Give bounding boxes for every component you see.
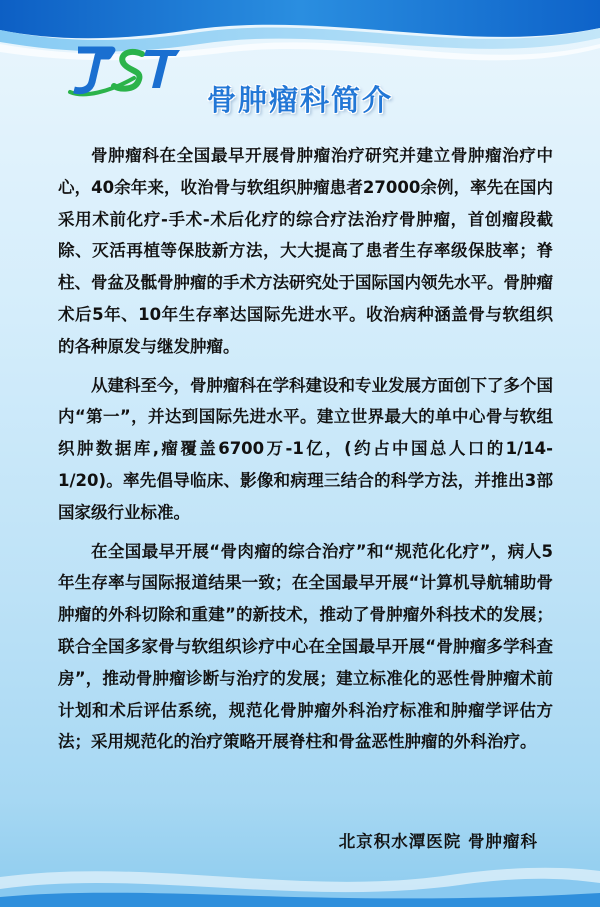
paragraph-2: 从建科至今，骨肿瘤科在学科建设和专业发展方面创下了多个国内“第一”，并达到国际先进水平。建立世界最大的单中心骨与软组织肿数据库,瘤覆盖6700万-1亿，(约占中国总人口的1/14-1/20)。率先倡导临床、影像和病理三结合的科学方法，并推出3部国家级行业标准。 [58, 375, 553, 522]
signature: 北京积水潭医院 骨肿瘤科 [338, 832, 538, 851]
page-title: 骨肿瘤科简介 [206, 83, 393, 117]
intro-body [58, 140, 553, 765]
paragraph-1: 骨肿瘤科在全国最早开展骨肿瘤治疗研究并建立骨肿瘤治疗中心，40余年来，收治骨与软组织肿瘤患者27000余例，率先在国内采用术前化疗-手术-术后化疗的综合疗法治疗骨肿瘤，首创瘤段截除、灭活再植等保肢新方法，大大提高了患者生存率级保肢率；脊柱、骨盆及骶骨肿瘤的手术方法研究处于国际国内领先水平。骨肿瘤术后5年、10年生存率达国际先进水平。收治病种涵盖骨与软组织的各种原发与继发肿瘤。 [58, 146, 553, 356]
bottom-wave-decoration [0, 847, 600, 907]
paragraph-3: 在全国最早开展“骨肉瘤的综合治疗”和“规范化化疗”，病人5年生存率与国际报道结果一致；在全国最早开展“计算机导航辅助骨肿瘤的外科切除和重建”的新技术，推动了骨肿瘤外科技术的发展；联合全国多家骨与软组织诊疗中心在全国最早开展“骨肿瘤多学科查房”，推动骨肿瘤诊断与治疗的发展；建立标准化的恶性骨肿瘤术前计划和术后评估系统，规范化骨肿瘤外科治疗标准和肿瘤学评估方法；采用规范化的治疗策略开展脊柱和骨盆恶性肿瘤的外科治疗。 [58, 541, 553, 752]
